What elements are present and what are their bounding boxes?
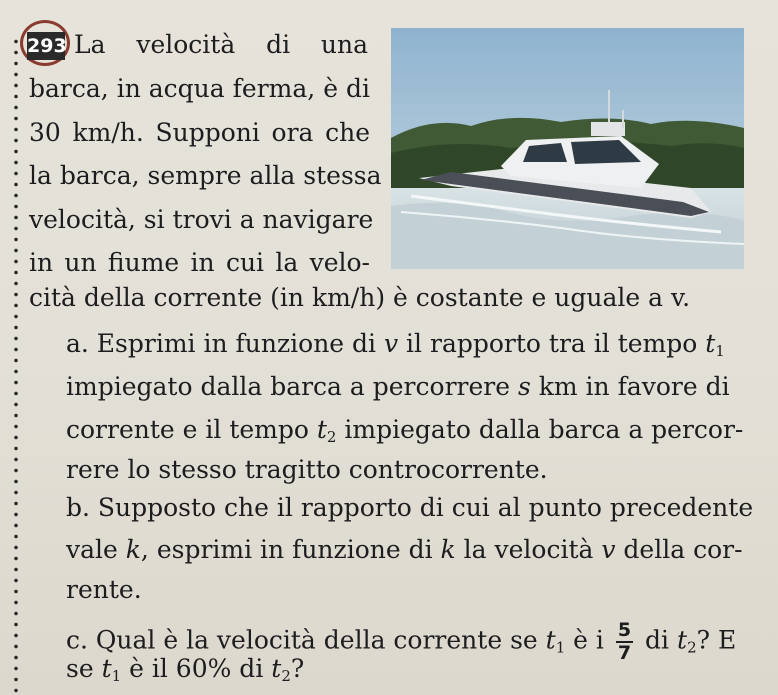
subscript: 1 [715,342,725,360]
variable-t: t [677,625,688,655]
text: il rapporto tra il tempo [398,329,706,358]
variable-t: t [101,654,112,683]
intro-line-5: velocità, si trovi a navigare [29,205,374,234]
text: impiegato dalla barca a percor- [336,415,744,444]
part-a-line-3 [66,415,743,452]
variable-t: t [316,415,327,444]
text: è i [565,625,612,655]
text: c. Qual è la velocità della corrente se [66,625,546,655]
text: km in favore di [530,372,730,401]
fraction [616,620,633,664]
variable-t: t [271,654,282,683]
intro-line-2: barca, in acqua ferma, è di [29,74,370,103]
fraction-numerator: 5 [617,619,632,641]
variable-v: v [601,535,616,564]
text: impiegato dalla barca a percorrere [66,372,518,401]
variable-k: k [440,535,456,564]
text: ? [290,654,305,683]
part-b-line-2 [66,535,743,565]
variable-s: s [517,372,531,401]
text: ? E [696,625,737,655]
motorboat-image [391,28,744,269]
text: , esprimi in funzione di [140,535,441,564]
intro-line-4: la barca, sempre alla stessa [29,161,382,190]
intro-line-1: La velocità di una [74,30,368,59]
subscript: 2 [281,667,291,685]
text: di [637,625,678,655]
part-b-line-1: b. Supposto che il rapporto di cui al punto precedente [66,493,754,522]
intro-line-6: in un fiume in cui la velo- [29,248,370,277]
intro-line-7: cità della corrente (in km/h) è costante e uguale a v. [29,283,691,312]
part-b-line-3: rente. [66,575,142,604]
margin-dotted-line [12,36,20,695]
text: se [66,654,102,683]
variable-t: t [705,329,716,358]
part-a-line-2 [66,372,730,402]
fraction-denominator: 7 [617,642,632,664]
text: la velocità [455,535,602,564]
text: vale [66,535,126,564]
part-c-line-2 [66,654,304,691]
variable-v: v [383,329,399,358]
text: della cor- [615,535,743,564]
part-a-line-4: rere lo stesso tragitto controcorrente. [66,455,548,484]
part-a-line-1 [66,329,725,366]
variable-k: k [125,535,141,564]
intro-line-3: 30 km/h. Supponi ora che [29,118,370,147]
variable-t: t [545,625,556,655]
subscript: 2 [687,638,697,657]
motorboat-illustration [391,28,744,269]
text: è il 60% di [121,654,272,683]
subscript: 1 [555,638,566,657]
text: corrente e il tempo [66,415,317,444]
subscript: 1 [111,667,122,685]
exercise-number: 293 [27,32,65,60]
subscript: 2 [326,428,337,446]
text: a. Esprimi in funzione di [66,329,384,358]
